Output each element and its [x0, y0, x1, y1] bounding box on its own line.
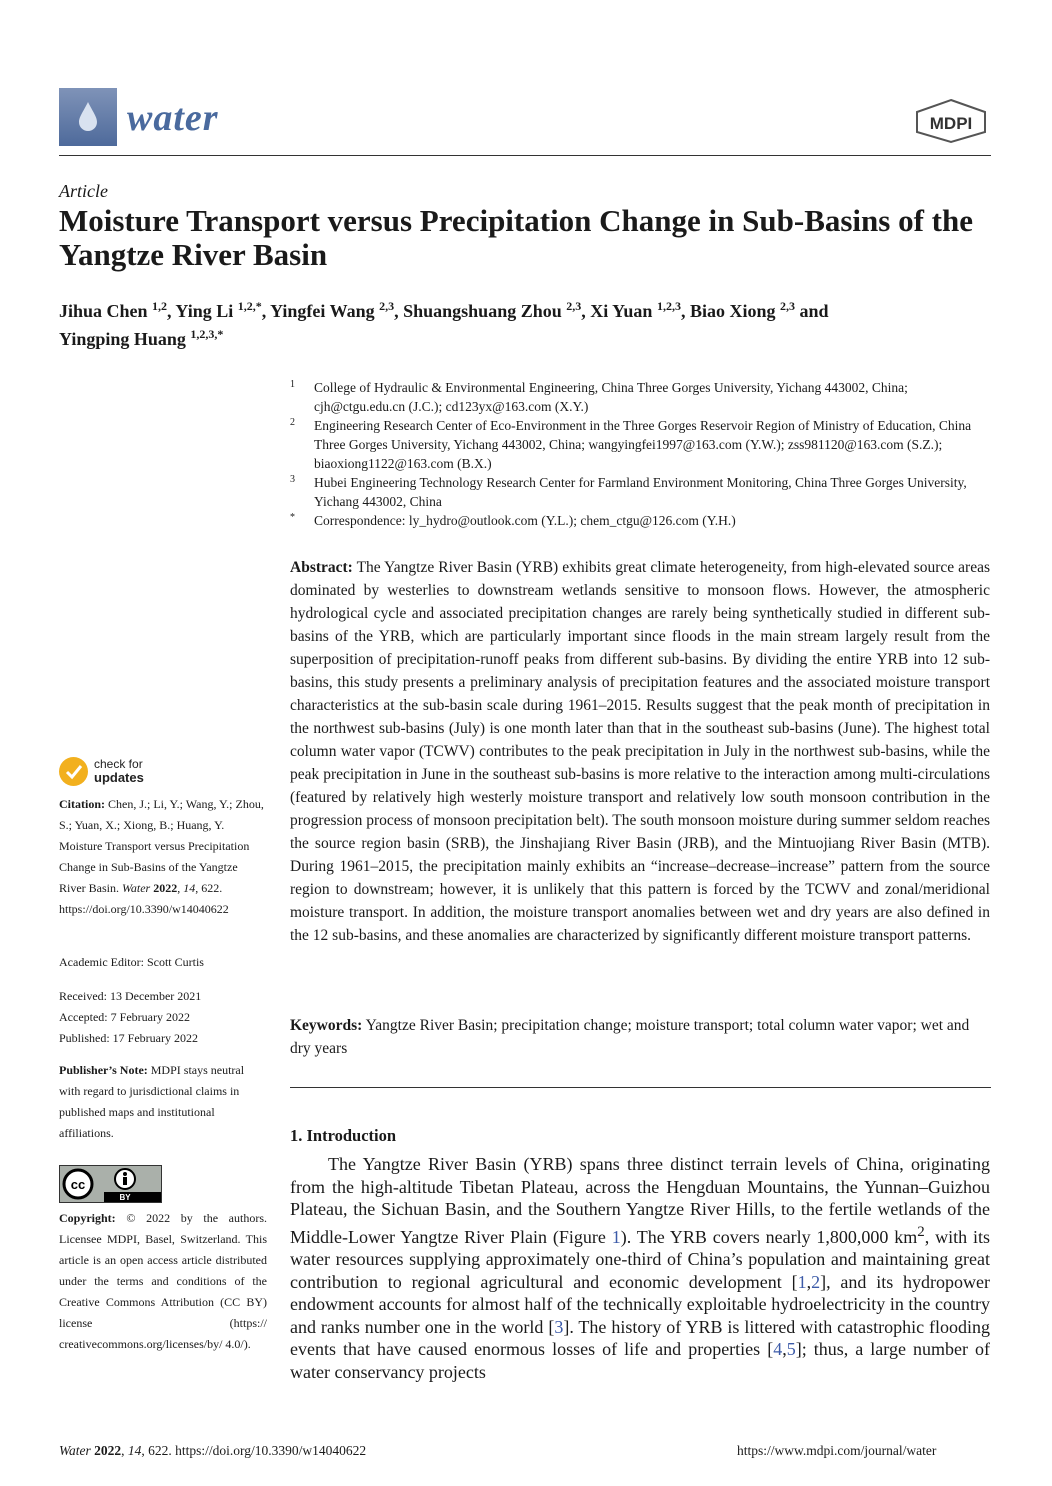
intro-text: ]. The history of YRB is littered with catastrophic flooding events that have caused enormous losses of life and properties [ — [290, 1316, 990, 1359]
citation-year: 2022 — [153, 881, 178, 895]
footer-journal-url[interactable]: https://www.mdpi.com/journal/water — [737, 1443, 937, 1458]
publisher-note — [59, 1060, 267, 1144]
publisher-logo-text: MDPI — [929, 114, 973, 133]
affiliation-item — [290, 473, 992, 511]
affiliation-number: 3 — [290, 474, 295, 485]
citation-link[interactable]: 3 — [554, 1316, 564, 1337]
intro-text: The Yangtze River Basin (YRB) spans three distinct terrain levels of China, originating from the high-altitude Tibetan Plateau, across the Hengduan Mountains, the Yunnan–Guizhou Plateau, the Sichuan Basin, and the Southern Yangtze River Hills, to the fertile wetlands of the Middle-Lower Yangtze River Plain (Figure — [290, 1154, 990, 1247]
author-affiliation: 1,2,3,* — [190, 327, 224, 341]
svg-text:cc: cc — [70, 1177, 86, 1192]
creative-commons-icon — [60, 1166, 161, 1202]
check-line-2: updates — [94, 770, 144, 785]
author-separator: and — [794, 301, 829, 321]
author-separator: , — [261, 301, 271, 321]
author-separator: , — [680, 301, 690, 321]
journal-logo-text: water — [127, 97, 219, 139]
affiliation-text: College of Hydraulic & Environmental Engineering, China Three Gorges University, Yichang 443002, China; cjh@ctgu.edu.cn (J.C.); cd123yx@163.com (X.Y.) — [314, 380, 908, 414]
citation-journal: Water — [122, 881, 151, 895]
author-affiliation: 1,2,3 — [656, 299, 681, 313]
affiliation-item — [290, 416, 992, 473]
paper-title: Moisture Transport versus Precipitation Change in Sub-Basins of the Yangtze River Basin — [59, 203, 974, 272]
journal-logo-icon — [59, 88, 117, 146]
footer-volume: 14 — [127, 1443, 142, 1458]
cc-by-label: BY — [119, 1193, 131, 1202]
figure-link[interactable]: 1 — [611, 1226, 621, 1247]
author-list — [59, 295, 991, 351]
affiliation-text: Hubei Engineering Technology Research Center for Farmland Environment Monitoring, China Three Gorges University, Yichang 443002, China — [314, 475, 967, 509]
citation-block: Citation: Chen, J.; Li, Y.; Wang, Y.; Zhou, S.; Yuan, X.; Xiong, B.; Huang, Y. Moisture Transport versus Precipitation Change in Sub-Basins of the Yangtze River Basin. Water 2022, 14, 622. https://doi.org/10.3390/w14040622 — [59, 797, 264, 916]
keywords — [290, 1014, 990, 1060]
check-for-updates-icon[interactable] — [59, 757, 88, 786]
keywords-text: Yangtze River Basin; precipitation change; moisture transport; total column water vapor; wet and dry years — [290, 1017, 970, 1057]
copyright-text: © 2022 by the authors. Licensee MDPI, Basel, Switzerland. This article is an open access article distributed under the terms and conditions of the Creative Commons Attribution (CC BY) license (https:// creativecommons.org/licenses/by/ 4.0/). — [59, 1211, 268, 1351]
author-separator: , — [167, 301, 176, 321]
intro-text: , with its water resources supplying approximately one-third of China’s population and maintaining great contribution to regional agricultural and economic development [ — [290, 1226, 990, 1292]
publisher-note-label: Publisher’s Note: — [59, 1063, 148, 1077]
received-date: Received: 13 December 2021 — [59, 989, 202, 1003]
section-heading: 1. Introduction — [290, 1126, 397, 1145]
intro-text: ). The YRB covers nearly 1,800,000 km — [620, 1226, 918, 1247]
footer-year: 2022 — [94, 1443, 122, 1458]
author-affiliation: 1,2 — [152, 299, 168, 313]
dates-block — [59, 986, 267, 1049]
citation-doi: , 622. https://doi.org/10.3390/w14040622 — [59, 881, 229, 916]
author-affiliation: 2,3 — [779, 299, 795, 313]
affiliation-text: Engineering Research Center of Eco-Environment in the Three Gorges Reservoir Region of Ministry of Education, China Three Gorges University, Yichang 443002, China; wangyingfei1997@163.com (Y.W.); zss981120@163.com (S.Z.); biaoxiong1122@163.com (B.X.) — [314, 418, 972, 471]
affiliation-text: Correspondence: ly_hydro@outlook.com (Y.L.); chem_ctgu@126.com (Y.H.) — [314, 513, 736, 528]
footer-journal: Water — [59, 1443, 91, 1458]
affiliation-item — [290, 511, 992, 530]
citation-volume: 14 — [183, 881, 196, 895]
check-line-1: check for — [94, 757, 143, 771]
header-rule — [59, 155, 991, 156]
author: Jihua Chen — [59, 301, 148, 321]
author: Shuangshuang Zhou — [403, 301, 562, 321]
intro-paragraph: The Yangtze River Basin (YRB) spans three distinct terrain levels of China, originating from the high-altitude Tibetan Plateau, across the Hengduan Mountains, the Yunnan–Guizhou Plateau, the Sichuan Basin, and the Southern Yangtze River Hills, to the fertile wetlands of the Middle-Lower Yangtze River Plain (Figure 1). The YRB covers nearly 1,800,000 $km^2$, with its water resources supplying approximately one-third of China’s population and maintaining great contribution to regional agricultural and economic development [1,2], and its hydropower endowment accounts for almost half of the technically exploitable hydroelectricity in the country and ranks number one in the world [3]. The history of YRB is littered with catastrophic flooding events that have caused enormous losses of life and properties [4,5]; thus, a large number of water conservancy projects — [290, 1154, 990, 1382]
citation-link[interactable]: 5 — [786, 1339, 796, 1359]
copyright-label: Copyright: — [59, 1211, 116, 1225]
author: Yingfei Wang — [270, 301, 375, 321]
citation-text: Chen, J.; Li, Y.; Wang, Y.; Zhou, S.; Yuan, X.; Xiong, B.; Huang, Y. Moisture Transport versus Precipitation Change in Sub-Basins of the Yangtze River Basin. — [59, 797, 264, 895]
author: Biao Xiong — [689, 301, 776, 321]
academic-editor: Academic Editor: Scott Curtis — [59, 955, 204, 969]
citation-link[interactable]: 4 — [773, 1339, 783, 1359]
article-type: Article — [59, 181, 108, 201]
water-drop-icon — [59, 88, 117, 146]
keywords-label: Keywords: — [290, 1017, 363, 1034]
author-affiliation: 1,2,* — [237, 299, 262, 313]
published-date: Published: 17 February 2022 — [59, 1031, 198, 1045]
abstract — [290, 556, 990, 947]
superscript: 2 — [917, 1223, 925, 1240]
author: Yingping Huang — [59, 329, 186, 349]
intro-text: ], and its hydropower endowment accounts for almost half of the technically exploitable hydroelectricity in the country and ranks number one in the world [ — [290, 1271, 990, 1337]
intro-text: ]; thus, a large number of water conservancy projects — [290, 1339, 990, 1382]
publisher-logo — [913, 98, 989, 144]
author-separator: , — [581, 301, 591, 321]
footer-citation: Water 2022, 14, 622. https://doi.org/10.3390/w14040622 — [59, 1443, 367, 1458]
affiliation-number: 2 — [290, 417, 295, 428]
citation-link[interactable]: 1 — [797, 1271, 807, 1292]
author-separator: , — [394, 301, 404, 321]
publisher-note-text: MDPI stays neutral with regard to jurisdictional claims in published maps and institutional affiliations. — [59, 1063, 245, 1140]
affiliation-item — [290, 378, 992, 416]
abstract-text: The Yangtze River Basin (YRB) exhibits great climate heterogeneity, from high-elevated source areas dominated by westerlies to downstream wetlands sensitive to monsoon flows. However, the atmospheric hydrological cycle and associated precipitation changes are rarely being synthetically studied in different sub-basins of the YRB, which are particularly important since floods in the main stream largely result from the superposition of precipitation-runoff peaks from different sub-basins. By dividing the entire YRB into 12 sub-basins, this study presents a preliminary analysis of precipitation features and the associated moisture transport characteristics at the sub-basin scale during 1961–2015. Results suggest that the peak month of precipitation in the northwest sub-basins (July) is one month later than that in the southeast sub-basins (June). The highest total column water vapor (TCWV) contributes to the peak precipitation in July in the northwest sub-basins, while the peak precipitation in June in the southeast sub-basins is more relative to the interaction among multi-circulations (featured by relatively high westerly moisture transport and relatively low south monsoon contribution in the progression process of monsoon precipitation belt). The south monsoon moisture during summer seldom reaches the source region basin (SRB), the Jinshajiang River Basin (JRB), and the Mintuojiang River Basin (MTB). During 1961–2015, the precipitation mainly exhibits an “increase–decrease–increase” pattern from the source region to downstream; however, it is unlikely that this pattern is forced by the TCWV and zonal/meridional moisture transport. In addition, the moisture transport anomalies between wet and dry years are also defined in the 12 sub-basins, and these anomalies are characterized by significantly different moisture transport patterns. — [290, 559, 990, 944]
affiliations — [290, 378, 992, 530]
section-rule — [290, 1087, 991, 1088]
accepted-date: Accepted: 7 February 2022 — [59, 1010, 190, 1024]
author: Xi Yuan — [590, 301, 653, 321]
affiliation-number: 1 — [290, 379, 295, 390]
citation-label: Citation: — [59, 797, 105, 811]
checkmark-icon — [59, 757, 88, 786]
copyright-block — [59, 1208, 267, 1355]
footer-doi: , 622. https://doi.org/10.3390/w14040622 — [141, 1443, 367, 1458]
abstract-label: Abstract: — [290, 559, 353, 576]
mdpi-logo-icon — [913, 98, 989, 144]
cc-by-license-icon[interactable] — [59, 1165, 162, 1203]
citation-link[interactable]: 2 — [811, 1271, 821, 1292]
affiliation-number: * — [290, 512, 295, 523]
author: Ying Li — [175, 301, 234, 321]
author-affiliation: 2,3 — [379, 299, 395, 313]
author-affiliation: 2,3 — [566, 299, 582, 313]
check-for-updates-button[interactable] — [94, 758, 144, 784]
